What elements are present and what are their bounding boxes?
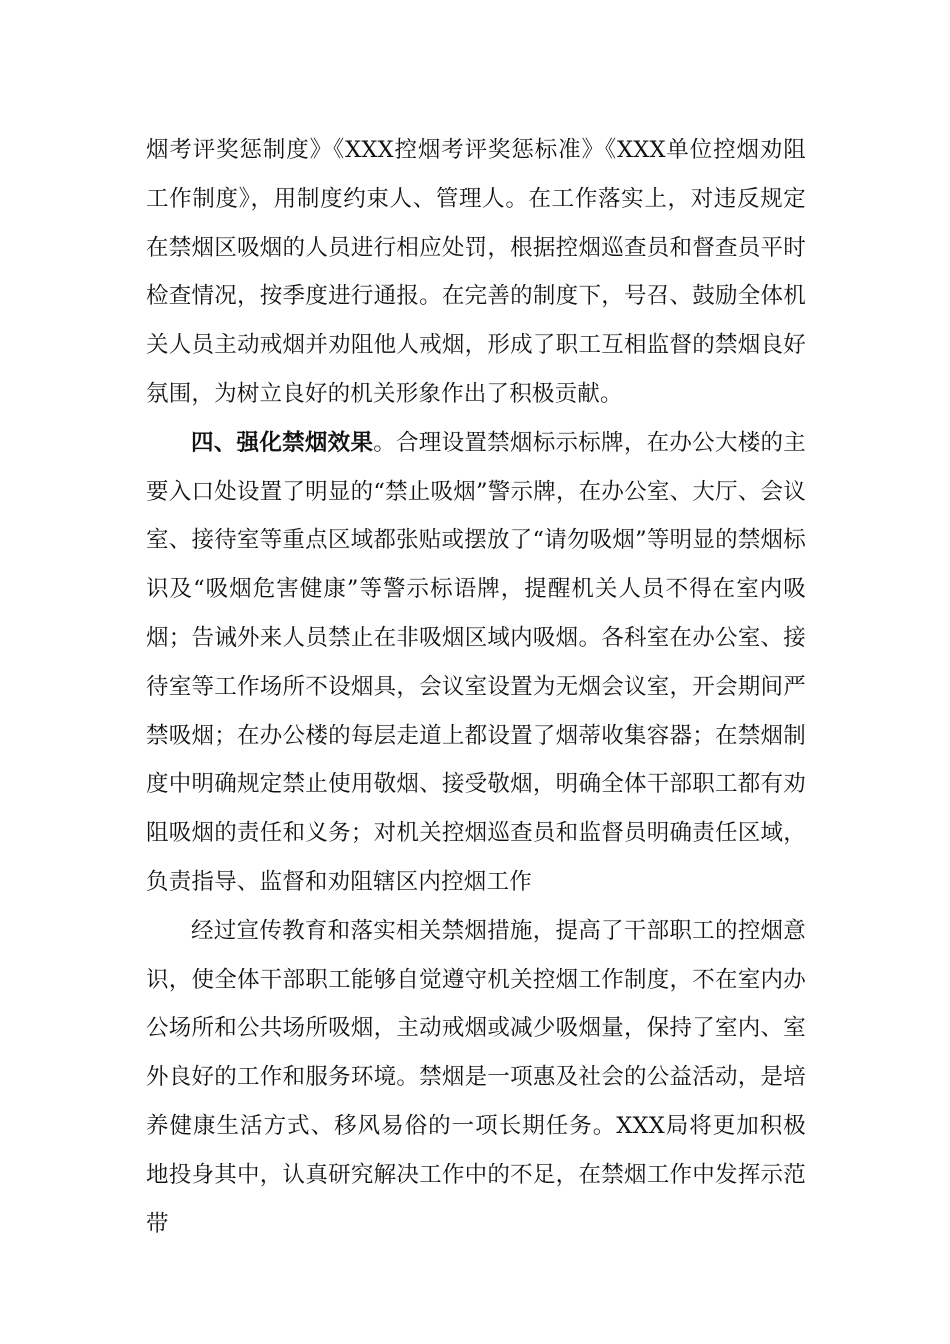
section-heading-strengthen-effect: 四、强化禁烟效果 (191, 429, 374, 456)
paragraph-1-text: 烟考评奖惩制度》《XXX控烟考评奖惩标准》《XXX单位控烟劝阻工作制度》，用制度约束人、管理人。在工作落实上，对违反规定在禁烟区吸烟的人员进行相应处罚，根据控烟巡查员和督查员平时检查情况，按季度进行通报。在完善的制度下，号召、鼓励全体机关人员主动戒烟并劝阻他人戒烟，形成了职工互相监督的禁烟良好氛围，为树立良好的机关形象作出了积极贡献。 (146, 137, 806, 407)
paragraph-1 (146, 126, 806, 419)
document-body (146, 126, 806, 1248)
paragraph-2-text: 。合理设置禁烟标示标牌，在办公大楼的主要入口处设置了明显的“禁止吸烟”警示牌，在办公室、大厅、会议室、接待室等重点区域都张贴或摆放了“请勿吸烟”等明显的禁烟标识及“吸烟危害健康”等警示标语牌，提醒机关人员不得在室内吸烟；告诫外来人员禁止在非吸烟区域内吸烟。各科室在办公室、接待室等工作场所不设烟具，会议室设置为无烟会议室，开会期间严禁吸烟；在办公楼的每层走道上都设置了烟蒂收集容器；在禁烟制度中明确规定禁止使用敬烟、接受敬烟，明确全体干部职工都有劝阻吸烟的责任和义务；对机关控烟巡查员和监督员明确责任区域，负责指导、监督和劝阻辖区内控烟工作 (146, 429, 806, 895)
paragraph-3-text: 经过宣传教育和落实相关禁烟措施，提高了干部职工的控烟意识，使全体干部职工能够自觉遵守机关控烟工作制度，不在室内办公场所和公共场所吸烟，主动戒烟或减少吸烟量，保持了室内、室外良好的工作和服务环境。禁烟是一项惠及社会的公益活动，是培养健康生活方式、移风易俗的一项长期任务。XXX局将更加积极地投身其中，认真研究解决工作中的不足，在禁烟工作中发挥示范带 (146, 917, 806, 1237)
paragraph-2 (146, 419, 806, 907)
paragraph-3 (146, 907, 806, 1249)
